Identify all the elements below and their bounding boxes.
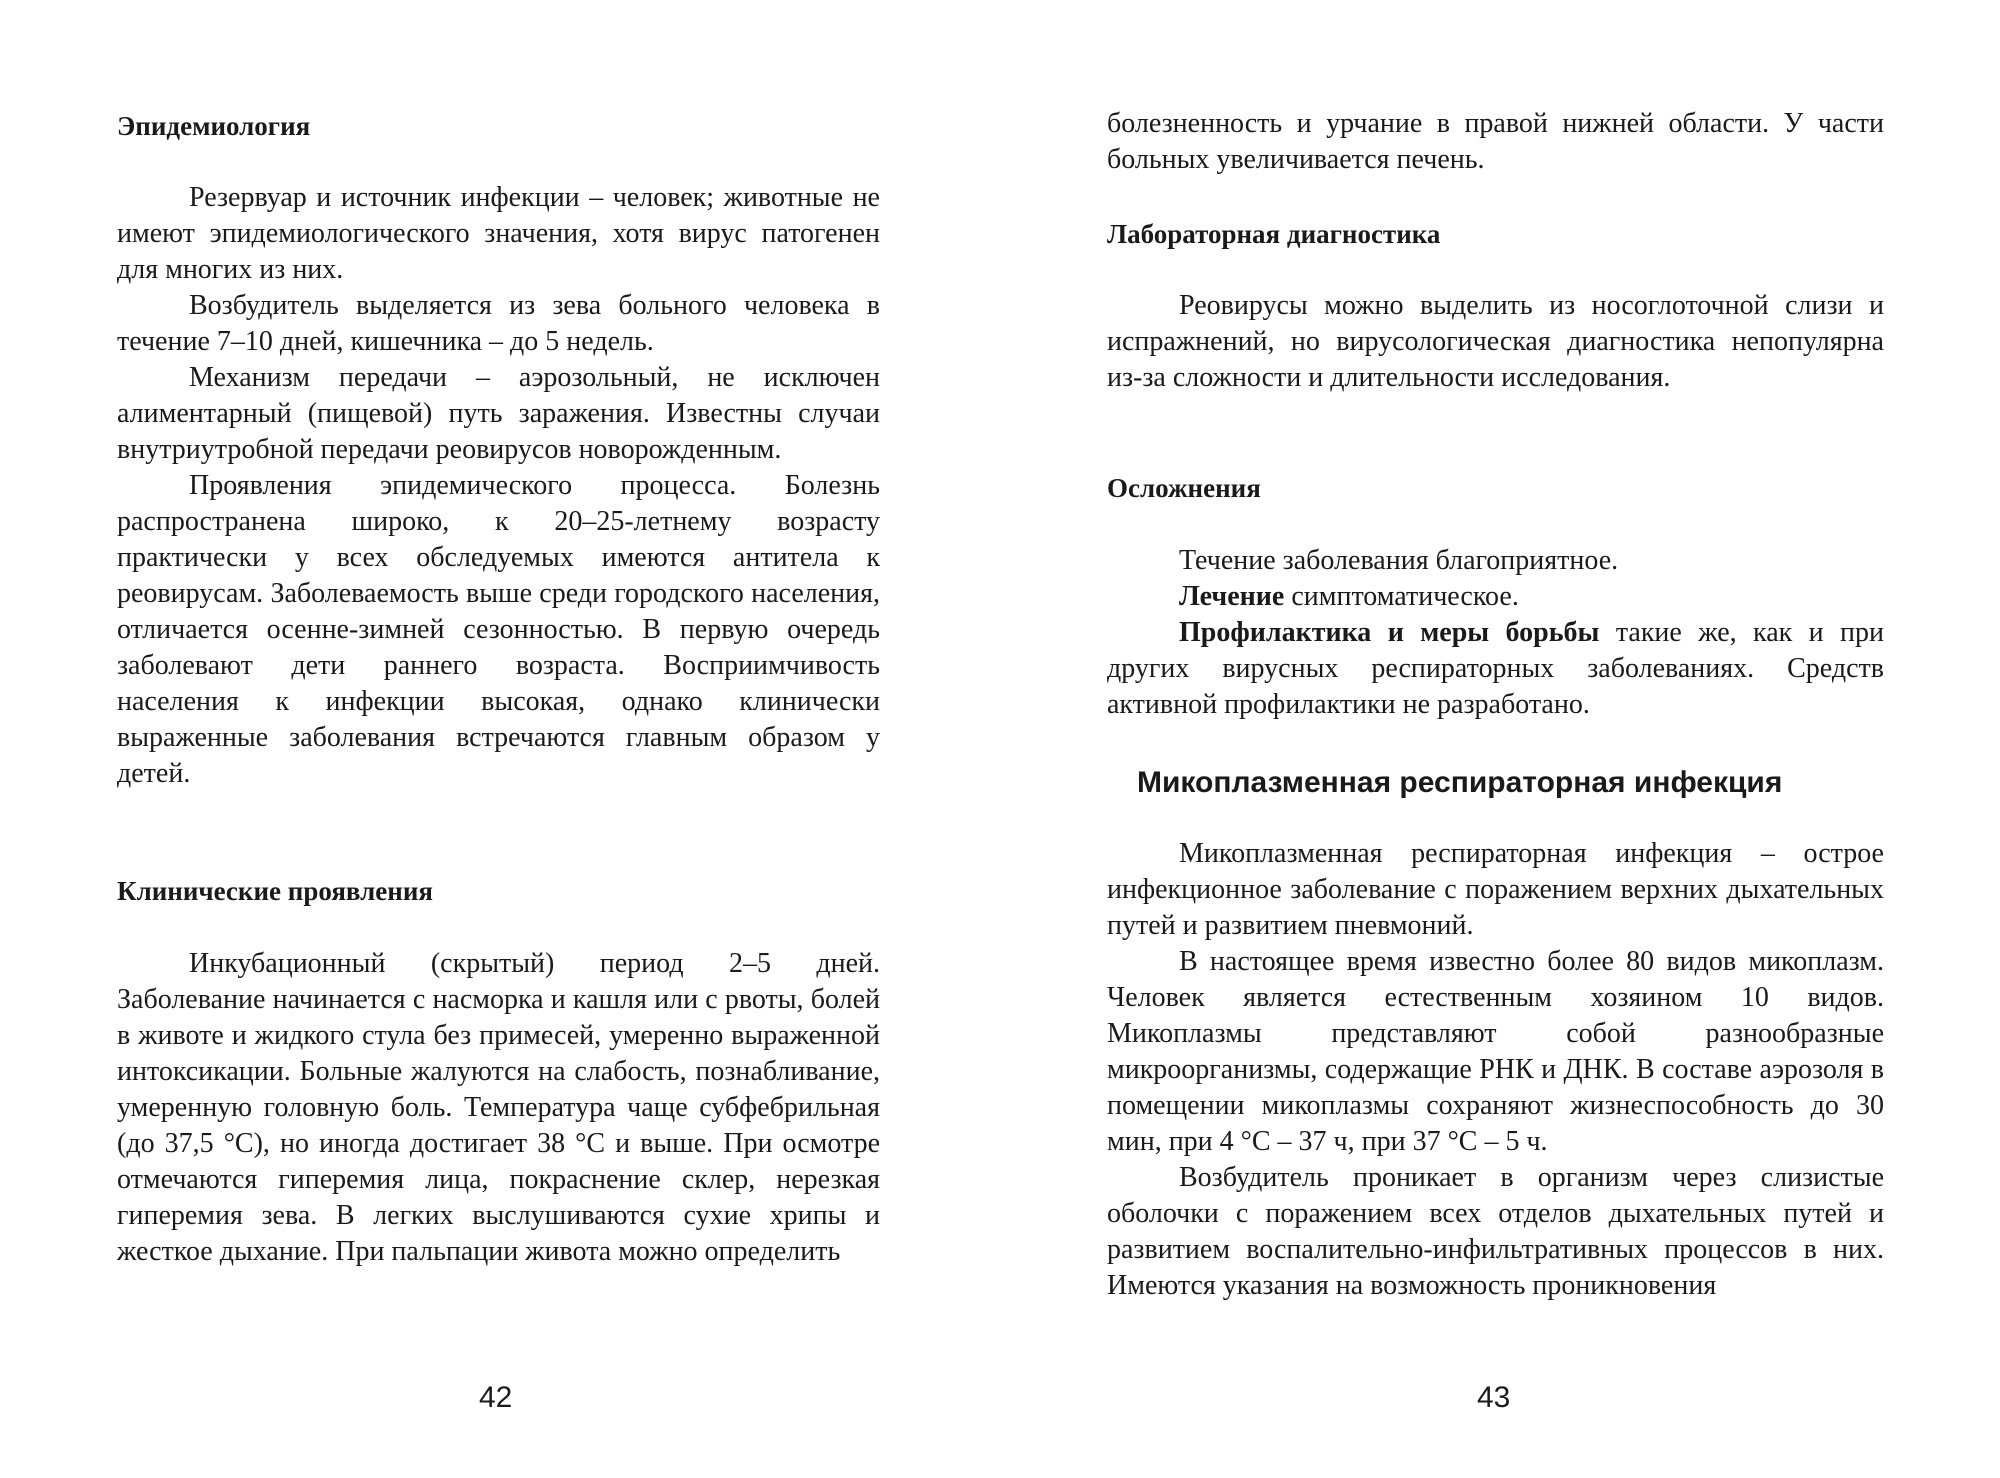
paragraph-text: Реовирусы можно выделить из носоглоточной слизи и испражнений, но вирусологическая диагностика непопулярна из-за сложности и длительности исследования.	[1107, 290, 1884, 393]
paragraph-reservoir	[117, 180, 880, 792]
bold-term: Лечение	[1179, 581, 1285, 612]
paragraph-course	[1107, 543, 1884, 723]
paragraph-text: Резервуар и источник инфекции – человек; животные не имеют эпидемиологического значения, хотя вирус патогенен для многих из них.	[117, 182, 880, 285]
paragraph-text: Проявления эпидемического процесса. Болезнь распространена широко, к 20–25-летнему возрасту практически у всех обследуемых имеются антитела к реовирусам. Заболеваемость выше среди городского населения, отличается осенне-зимней сезонностью. В первую очередь заболевают дети раннего возраста. Восприимчивость населения к инфекции высокая, однако клинически выраженные заболевания встречаются главным образом у детей.	[117, 470, 880, 789]
paragraph-prevention	[1107, 615, 1884, 723]
left-page	[117, 0, 880, 1478]
paragraph-text: Течение заболевания благоприятное.	[1179, 545, 1619, 576]
paragraph-text: Микоплазменная респираторная инфекция – острое инфекционное заболевание с поражением верхних дыхательных путей и развитием пневмоний.	[1107, 838, 1884, 941]
paragraph-treatment	[1107, 579, 1884, 615]
paragraph-mycoplasma	[1107, 836, 1884, 1304]
paragraph-continuation	[1107, 106, 1884, 178]
paragraph-text: болезненность и урчание в правой нижней области. У части больных увеличивается печень.	[1107, 108, 1884, 175]
paragraph-reovirus-isolation	[1107, 288, 1884, 396]
page-number-left: 42	[479, 1381, 513, 1414]
paragraph-text: Инкубационный (скрытый) период 2–5 дней. Заболевание начинается с насморка и кашля или с рвоты, болей в животе и жидкого стула без примесей, умеренно выраженной интоксикации. Больные жалуются на слабость, познабливание, умеренную головную боль. Температура чаще субфебрильная (до 37,5 °С), но иногда достигает 38 °С и выше. При осмотре отмечаются гиперемия лица, покраснение склер, нерезкая гиперемия зева. В легких выслушиваются сухие хрипы и жесткое дыхание. При пальпации живота можно определить	[117, 948, 880, 1267]
paragraph-text: Возбудитель выделяется из зева больного человека в течение 7–10 дней, кишечника – до 5 недель.	[117, 290, 880, 357]
paragraph-text: В настоящее время известно более 80 видов микоплазм. Человек является естественным хозяином 10 видов. Микоплазмы представляют собой разнообразные микроорганизмы, содержащие РНК и ДНК. В составе аэрозоля в помещении микоплазмы сохраняют жизнеспособность до 30 мин, при 4 °С – 37 ч, при 37 °С – 5 ч.	[1107, 946, 1884, 1157]
bold-term: Профилактика и меры борьбы	[1179, 617, 1600, 648]
heading-clinical: Клинические проявления	[117, 876, 434, 906]
heading-complications: Осложнения	[1107, 473, 1261, 503]
section-title-mycoplasma: Микоплазменная респираторная инфекция	[1137, 766, 1783, 799]
heading-epidemiology: Эпидемиология	[117, 111, 311, 141]
heading-lab-diagnostics: Лабораторная диагностика	[1107, 219, 1441, 249]
paragraph-incubation	[117, 946, 880, 1270]
right-page	[1107, 0, 1884, 1478]
paragraph-text: такие же, как и при других вирусных респираторных заболеваниях. Средств активной профилактики не разработано.	[1107, 617, 1884, 720]
paragraph-text: симптоматическое.	[1284, 581, 1519, 612]
paragraph-text: Возбудитель проникает в организм через слизистые оболочки с поражением всех отделов дыхательных путей и развитием воспалительно-инфильтративных процессов в них. Имеются указания на возможность проникновения	[1107, 1162, 1884, 1301]
paragraph-text: Механизм передачи – аэрозольный, не исключен алиментарный (пищевой) путь заражения. Известны случаи внутриутробной передачи реовирусов новорожденным.	[117, 362, 880, 465]
page-number-right: 43	[1477, 1381, 1511, 1414]
